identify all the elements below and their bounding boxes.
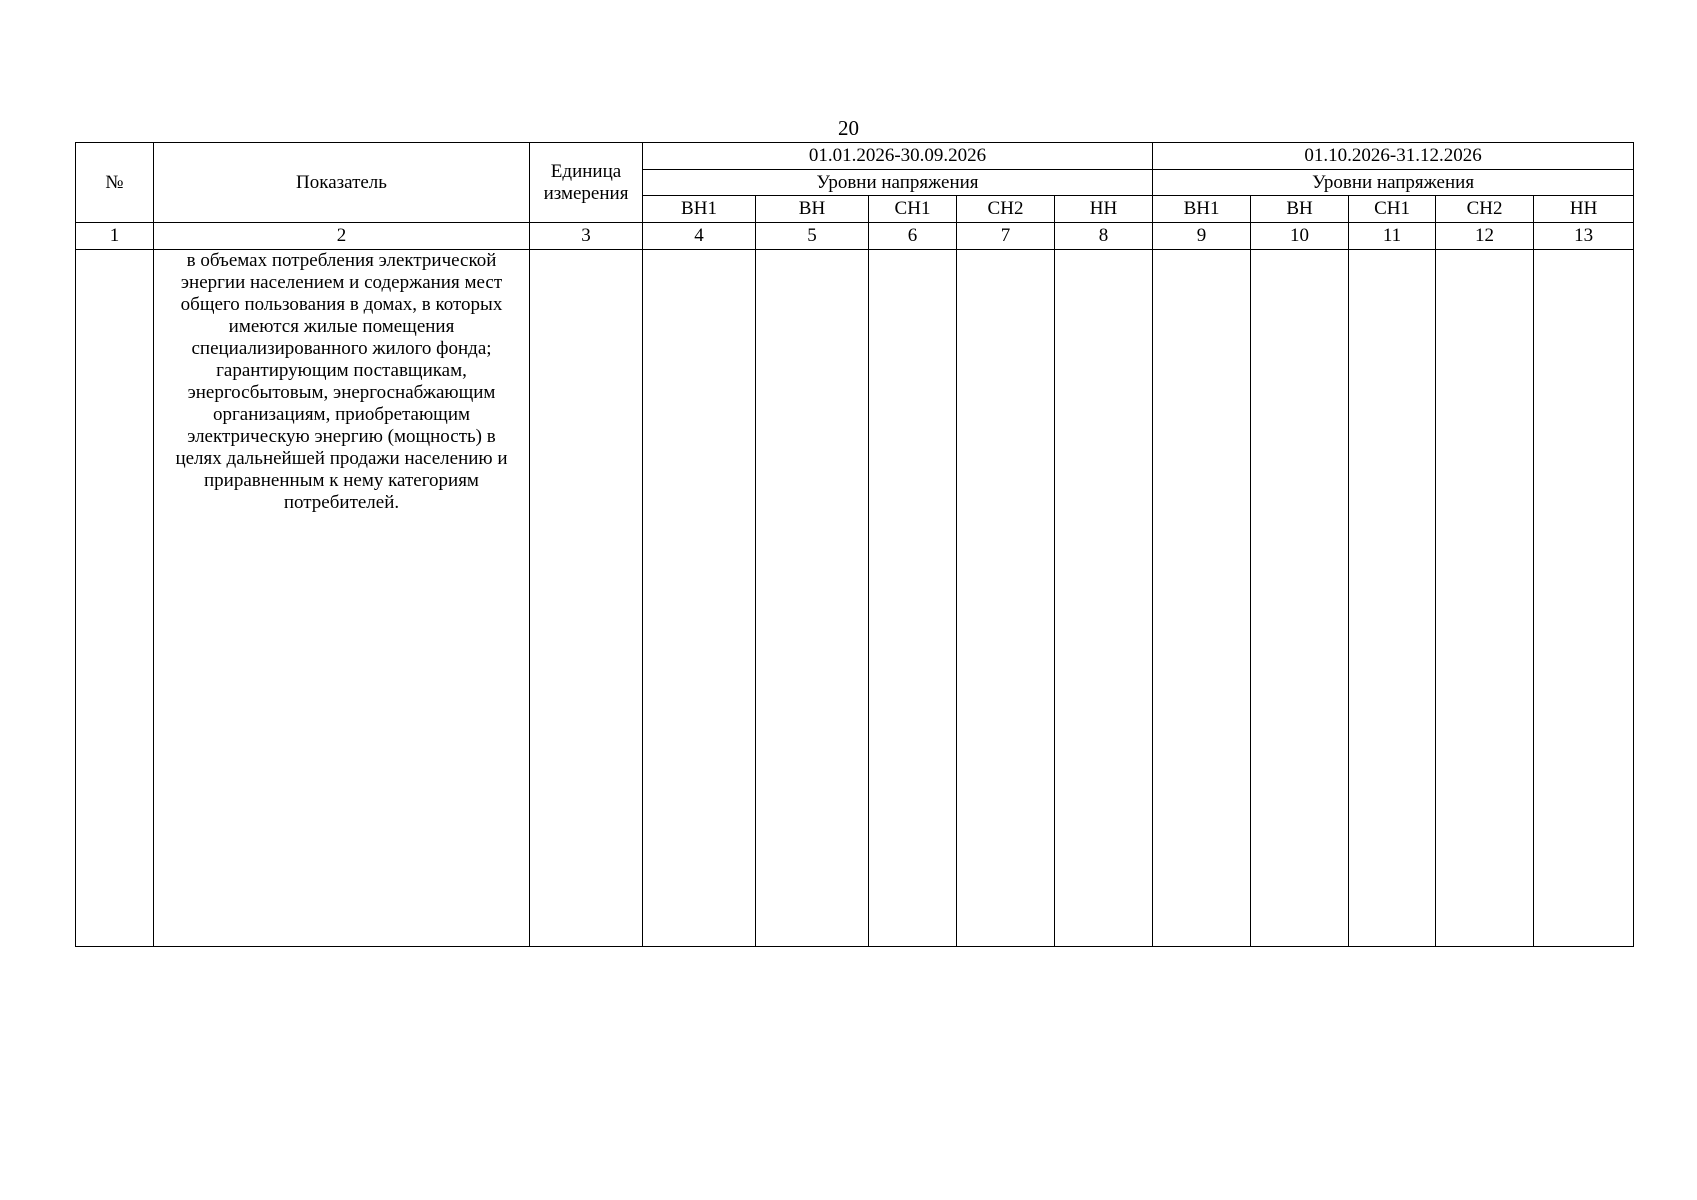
value-cell — [643, 250, 756, 947]
header-voltage-levels-2: Уровни напряжения — [1153, 170, 1634, 196]
header-level-vn: ВН — [756, 196, 869, 223]
column-number: 7 — [957, 223, 1055, 250]
column-number: 6 — [869, 223, 957, 250]
tariff-table — [75, 142, 1634, 947]
value-cell — [1349, 250, 1436, 947]
header-voltage-levels-1: Уровни напряжения — [643, 170, 1153, 196]
value-cell — [1251, 250, 1349, 947]
column-number: 8 — [1055, 223, 1153, 250]
header-indicator: Показатель — [154, 143, 530, 223]
value-cell — [756, 250, 869, 947]
value-cell — [1436, 250, 1534, 947]
header-level-nn: НН — [1055, 196, 1153, 223]
value-cell — [1055, 250, 1153, 947]
column-number: 5 — [756, 223, 869, 250]
value-cell — [1534, 250, 1634, 947]
header-period-1: 01.01.2026-30.09.2026 — [643, 143, 1153, 170]
column-number: 11 — [1349, 223, 1436, 250]
indicator-cell — [154, 250, 530, 947]
column-number: 13 — [1534, 223, 1634, 250]
table-row — [76, 250, 1634, 947]
indicator-text: в объемах потребления электрической энергии населением и содержания мест общего пользования в домах, в которых имеются жилые помещения специализированного жилого фонда; гарантирующим поставщикам, энергосбытовым, энергоснабжающим организациям, приобретающим электрическую энергию (мощность) в целях дальнейшей продажи населению и приравненным к нему категориям потребителей. — [175, 250, 508, 513]
column-number: 2 — [154, 223, 530, 250]
unit-cell — [530, 250, 643, 947]
column-number: 3 — [530, 223, 643, 250]
header-level-vn: ВН — [1251, 196, 1349, 223]
value-cell — [1153, 250, 1251, 947]
column-number: 9 — [1153, 223, 1251, 250]
row-num-cell — [76, 250, 154, 947]
header-level-sn2: СН2 — [1436, 196, 1534, 223]
header-unit: Единица измерения — [530, 143, 643, 223]
column-number: 4 — [643, 223, 756, 250]
header-level-sn1: СН1 — [869, 196, 957, 223]
page-number: 20 — [838, 116, 859, 140]
value-cell — [869, 250, 957, 947]
header-level-vn1: ВН1 — [1153, 196, 1251, 223]
header-level-nn: НН — [1534, 196, 1634, 223]
header-num: № — [76, 143, 154, 223]
column-number: 12 — [1436, 223, 1534, 250]
header-level-sn1: СН1 — [1349, 196, 1436, 223]
value-cell — [957, 250, 1055, 947]
column-number: 10 — [1251, 223, 1349, 250]
column-number: 1 — [76, 223, 154, 250]
header-level-vn1: ВН1 — [643, 196, 756, 223]
header-period-2: 01.10.2026-31.12.2026 — [1153, 143, 1634, 170]
header-level-sn2: СН2 — [957, 196, 1055, 223]
